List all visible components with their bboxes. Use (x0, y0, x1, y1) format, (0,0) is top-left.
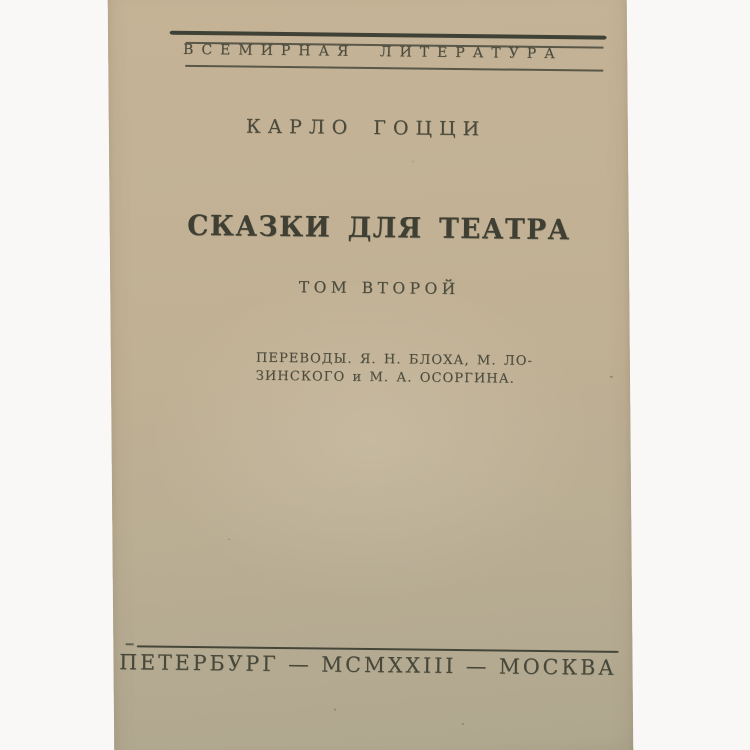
imprint-cities-year: ПЕТЕРБУРГ — MCMXXIII — МОСКВА (119, 650, 617, 680)
series-top-thick-rule (170, 31, 607, 40)
series-lower-thin-rule (185, 65, 603, 71)
translators-line-2: ЗИНСКОГО и М. А. ОСОРГИНА. (255, 368, 516, 387)
paper-speck (412, 160, 414, 162)
translators-credit (256, 350, 533, 389)
series-header: ВСЕМИРНАЯ ЛИТЕРАТУРА (183, 41, 563, 63)
title-page-content (106, 0, 633, 750)
volume-label: ТОМ ВТОРОЙ (298, 278, 460, 299)
paper-speck (462, 723, 464, 725)
paper-speck (610, 376, 613, 378)
author-name: КАРЛО ГОЦЦИ (245, 115, 487, 141)
book-title-page (108, 0, 634, 750)
translators-line-1: ПЕРЕВОДЫ. Я. Н. БЛОХА, М. ЛО- (255, 350, 534, 369)
paper-speck (334, 709, 336, 711)
book-title: СКАЗКИ ДЛЯ ТЕАТРА (187, 208, 571, 247)
paper-speck (228, 538, 230, 540)
imprint-rule-tick (126, 643, 134, 645)
